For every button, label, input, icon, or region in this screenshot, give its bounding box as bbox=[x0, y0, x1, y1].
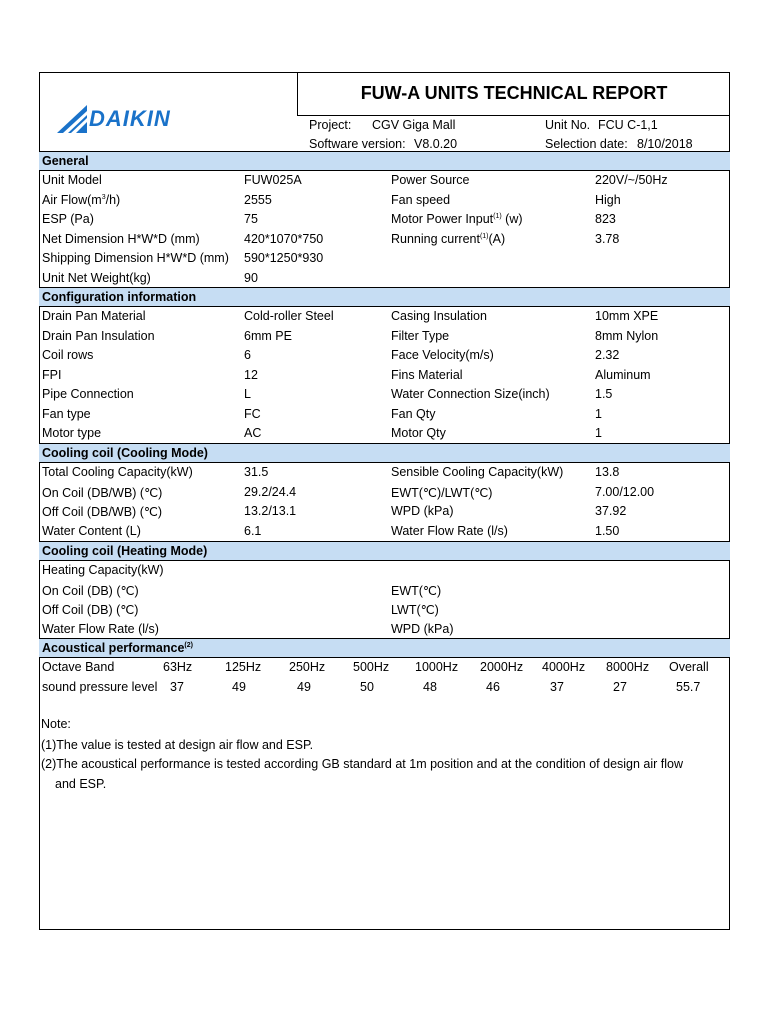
octave-band-label: 250Hz bbox=[289, 660, 326, 674]
table-cell: Fan type bbox=[42, 406, 91, 421]
table-cell: Water Flow Rate (l/s) bbox=[42, 621, 159, 636]
note-2: (2)The acoustical performance is tested according GB standard at 1m position and at the condition of design air flow bbox=[41, 757, 684, 771]
table-cell: AC bbox=[244, 426, 262, 440]
spl-value: 49 bbox=[232, 680, 246, 694]
table-row bbox=[40, 483, 729, 503]
table-cell: Filter Type bbox=[391, 328, 450, 343]
table-cell: Water Connection Size(inch) bbox=[391, 387, 550, 401]
unit-no-label: Unit No. bbox=[545, 118, 591, 132]
project-label: Project: bbox=[309, 118, 352, 132]
table-cell: 8mm Nylon bbox=[595, 328, 659, 343]
note-1: (1)The value is tested at design air flow and ESP. bbox=[41, 738, 314, 752]
table-cell: 13.2/13.1 bbox=[244, 504, 297, 518]
octave-band-label: Overall bbox=[669, 660, 709, 674]
table-row bbox=[40, 346, 729, 366]
table-cell: Face Velocity(m/s) bbox=[391, 348, 494, 362]
project-value: CGV Giga Mall bbox=[372, 118, 456, 132]
octave-band-label: 1000Hz bbox=[415, 660, 459, 674]
octave-band-label: 4000Hz bbox=[542, 660, 586, 674]
table-cell: 31.5 bbox=[244, 465, 269, 479]
spl-value: 48 bbox=[423, 680, 437, 694]
table-cell: Motor Qty bbox=[391, 426, 446, 440]
table-row: sound pressure level 37 49 49 50 48 46 37 27 55.7 bbox=[42, 680, 701, 694]
table-row: Air $Flow(m^3/h)$ 2555 Fan speed High bbox=[42, 192, 621, 207]
table-cell: Fins Material bbox=[391, 367, 463, 382]
octave-band-label: 500Hz bbox=[353, 660, 390, 674]
table-cell: 6.1 bbox=[244, 523, 262, 538]
table-cell: Water Content (L) bbox=[42, 523, 141, 538]
spl-value: 55.7 bbox=[676, 680, 701, 694]
table-cell: EWT(℃) bbox=[391, 583, 442, 598]
table-cell: WPD (kPa) bbox=[391, 621, 454, 636]
table-cell: Drain Pan Material bbox=[42, 309, 146, 323]
octave-band-label: 63Hz bbox=[163, 660, 193, 674]
table-cell: 37.92 bbox=[595, 504, 627, 518]
table-cell: 10mm XPE bbox=[595, 309, 659, 323]
table-cell: 2.32 bbox=[595, 348, 620, 362]
report-title: FUW-A UNITS TECHNICAL REPORT bbox=[360, 83, 668, 103]
note-2-cont: and ESP. bbox=[55, 777, 107, 791]
table-cell: On Coil (DB) (℃) bbox=[42, 583, 139, 598]
table-row bbox=[40, 581, 729, 601]
table-cell: Sensible Cooling Capacity(kW) bbox=[391, 465, 564, 479]
table-row: Shipping Dimension H*W*D (mm) 590*1250*930 bbox=[42, 251, 324, 265]
table-row bbox=[40, 424, 729, 444]
software-label: Software version: bbox=[309, 137, 406, 151]
table-cell: Cold-roller Steel bbox=[244, 309, 334, 323]
table-row: Unit Model FUW025A Power Source 220V/~/50Hz bbox=[42, 173, 668, 187]
table-cell: 13.8 bbox=[595, 465, 620, 479]
spl-value: 49 bbox=[297, 680, 311, 694]
software-value: V8.0.20 bbox=[414, 137, 458, 151]
selection-date-value: 8/10/2018 bbox=[637, 137, 693, 151]
section-cooling-mode: Cooling coil (Cooling Mode) bbox=[39, 443, 730, 463]
table-cell: 6 bbox=[244, 348, 251, 362]
table-row bbox=[40, 502, 729, 522]
table-row bbox=[40, 620, 729, 640]
table-cell: Drain Pan Insulation bbox=[42, 328, 155, 343]
spl-value: 27 bbox=[613, 680, 627, 694]
section-acoustic: Acoustical performance$^{(2)}$ bbox=[39, 638, 730, 658]
table-cell: 1.5 bbox=[595, 387, 613, 401]
table-cell: On Coil (DB/WB) (℃) bbox=[42, 485, 163, 500]
table-row bbox=[40, 327, 729, 347]
table-cell: 29.2/24.4 bbox=[244, 484, 297, 499]
daikin-logo bbox=[57, 105, 171, 133]
table-cell: Aluminum bbox=[595, 367, 651, 382]
table-row bbox=[40, 385, 729, 405]
spl-value: 50 bbox=[360, 680, 374, 694]
table-row bbox=[40, 405, 729, 425]
section-heating-mode: Cooling coil (Heating Mode) bbox=[39, 541, 730, 561]
table-row bbox=[40, 600, 729, 620]
table-cell: L bbox=[244, 387, 251, 401]
table-cell: Off Coil (DB/WB) (℃) bbox=[42, 505, 163, 519]
table-cell: Coil rows bbox=[42, 348, 94, 362]
octave-band-label: 125Hz bbox=[225, 660, 262, 674]
octave-band-label: 2000Hz bbox=[480, 660, 524, 674]
spl-value: 37 bbox=[550, 680, 564, 694]
table-cell: Total Cooling Capacity(kW) bbox=[42, 465, 193, 479]
daikin-logo-icon bbox=[57, 105, 87, 133]
table-cell: Water Flow Rate (l/s) bbox=[391, 523, 508, 538]
section-general: General bbox=[39, 151, 730, 171]
table-cell: Casing Insulation bbox=[391, 309, 487, 323]
table-row bbox=[40, 366, 729, 386]
logo-text: DAIKIN bbox=[89, 106, 171, 131]
table-cell: 1 bbox=[595, 426, 602, 440]
table-cell: 12 bbox=[244, 367, 258, 382]
table-cell: FC bbox=[244, 406, 261, 421]
spl-value: 37 bbox=[170, 680, 184, 694]
octave-band-label: 8000Hz bbox=[606, 660, 650, 674]
table-cell: WPD (kPa) bbox=[391, 504, 454, 518]
table-row: ESP (Pa) 75 Motor Power Input$^{(1)}$ (w) 823 bbox=[42, 212, 616, 226]
title-box bbox=[297, 72, 730, 116]
table-cell: 6mm PE bbox=[244, 328, 292, 343]
table-cell: LWT(℃) bbox=[391, 603, 439, 617]
table-cell: Off Coil (DB) (℃) bbox=[42, 603, 139, 617]
table-row: Octave Band 63Hz 125Hz 250Hz 500Hz 1000Hz 2000Hz 4000Hz 8000Hz Overall bbox=[42, 660, 709, 674]
table-cell: 1 bbox=[595, 406, 602, 421]
table-cell: Motor type bbox=[42, 426, 102, 440]
section-configuration: Configuration information bbox=[39, 287, 730, 307]
table-row: Net Dimension H*W*D (mm) 420*1070*750 Running current$^{(1)}$(A) 3.78 bbox=[42, 231, 620, 246]
table-row bbox=[40, 307, 729, 327]
table-cell: EWT(℃)/LWT(℃) bbox=[391, 485, 493, 500]
table-cell: Pipe Connection bbox=[42, 387, 134, 401]
spl-value: 46 bbox=[486, 680, 500, 694]
unit-no-value: FCU C-1,1 bbox=[598, 118, 658, 132]
note-title: Note: bbox=[41, 717, 71, 731]
table-row: Unit Net Weight(kg) 90 bbox=[42, 270, 258, 285]
table-row bbox=[40, 561, 729, 581]
table-cell: 1.50 bbox=[595, 523, 620, 538]
table-cell: Fan Qty bbox=[391, 406, 436, 421]
table-cell: Heating Capacity(kW) bbox=[42, 563, 164, 577]
table-row bbox=[40, 463, 729, 483]
table-cell: 7.00/12.00 bbox=[595, 484, 655, 499]
table-cell: FPI bbox=[42, 367, 62, 382]
table-row bbox=[40, 522, 729, 542]
selection-date-label: Selection date: bbox=[545, 137, 628, 151]
